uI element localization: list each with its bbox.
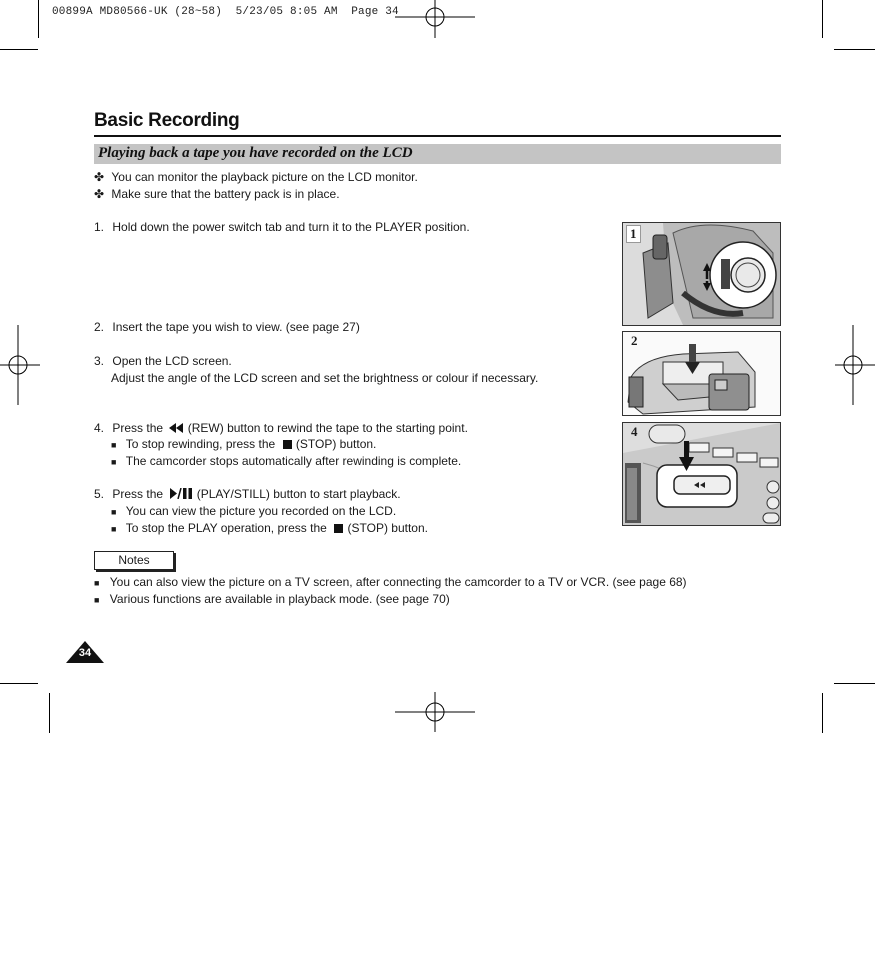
- rewind-button-illustration: [623, 423, 780, 525]
- step-2: [94, 320, 360, 334]
- figure-number: 1: [626, 225, 641, 243]
- crop-mark: [38, 0, 39, 38]
- sub-text: The camcorder stops automatically after rewinding is complete.: [125, 454, 462, 468]
- step-number: 5.: [94, 487, 105, 501]
- crop-mark: [834, 683, 875, 684]
- note-text: Various functions are available in playback mode. (see page 70): [109, 592, 450, 606]
- notes-label: Notes: [94, 551, 174, 570]
- page-title: Basic Recording: [94, 110, 240, 131]
- step-text-prefix: Press the: [112, 421, 164, 435]
- intro-item: [94, 187, 340, 201]
- stop-icon: [283, 440, 292, 449]
- square-bullet-icon: ■: [111, 507, 117, 517]
- section-subtitle: Playing back a tape you have recorded on the LCD: [98, 145, 413, 161]
- title-rule: [94, 135, 781, 137]
- play-pause-icon: [170, 488, 193, 499]
- square-bullet-icon: ■: [94, 578, 100, 588]
- sub-text: You can view the picture you recorded on the LCD.: [125, 504, 397, 518]
- sub-text-suffix: (STOP) button.: [295, 437, 377, 451]
- square-bullet-icon: ■: [111, 457, 117, 467]
- step-5-sub: [111, 521, 428, 536]
- print-slug: 00899A MD80566-UK (28~58) 5/23/05 8:05 AM Page 34: [52, 6, 399, 18]
- step-number: 2.: [94, 320, 105, 334]
- cross-bullet-icon: ✤: [94, 187, 105, 201]
- figure-number: 2: [631, 333, 638, 348]
- crop-mark: [0, 683, 38, 684]
- step-text: Insert the tape you wish to view. (see page 27): [112, 320, 360, 334]
- page-number: 34: [78, 647, 92, 659]
- registration-mark-icon: [395, 692, 475, 732]
- cross-bullet-icon: ✤: [94, 170, 105, 184]
- step-5: [94, 487, 401, 501]
- registration-mark-icon: [0, 325, 40, 405]
- step-4: [94, 421, 468, 435]
- step-text-suffix: (PLAY/STILL) button to start playback.: [196, 487, 401, 501]
- square-bullet-icon: ■: [94, 595, 100, 605]
- figure-1-power-switch: [622, 222, 781, 326]
- square-bullet-icon: ■: [111, 440, 117, 450]
- rewind-icon: [169, 423, 183, 433]
- figure-4-rewind-button: [622, 422, 781, 526]
- step-number: 4.: [94, 421, 105, 435]
- square-bullet-icon: ■: [111, 524, 117, 534]
- note-item: [94, 575, 687, 590]
- step-3: [94, 354, 232, 368]
- sub-text-suffix: (STOP) button.: [347, 521, 428, 535]
- sub-text-prefix: To stop the PLAY operation, press the: [125, 521, 327, 535]
- crop-mark: [0, 49, 38, 50]
- camcorder-switch-illustration: [623, 223, 780, 325]
- intro-text: Make sure that the battery pack is in place.: [111, 187, 340, 201]
- crop-mark: [834, 49, 875, 50]
- step-number: 3.: [94, 354, 105, 368]
- step-text: Hold down the power switch tab and turn it to the PLAYER position.: [112, 220, 470, 234]
- figure-2-insert-tape: [622, 331, 781, 416]
- crop-mark: [822, 693, 823, 733]
- stop-icon: [334, 524, 343, 533]
- note-item: [94, 592, 450, 607]
- crop-mark: [49, 693, 50, 733]
- step-4-sub: [111, 437, 376, 452]
- note-text: You can also view the picture on a TV screen, after connecting the camcorder to a TV or VCR. (see page 68): [109, 575, 687, 589]
- sub-text-prefix: To stop rewinding, press the: [125, 437, 276, 451]
- intro-item: [94, 170, 418, 184]
- step-4-sub: [111, 454, 461, 469]
- step-3-detail: Adjust the angle of the LCD screen and set the brightness or colour if necessary.: [111, 371, 539, 385]
- intro-text: You can monitor the playback picture on the LCD monitor.: [111, 170, 418, 184]
- tape-insert-illustration: [623, 332, 780, 415]
- registration-mark-icon: [395, 0, 475, 40]
- crop-mark: [822, 0, 823, 38]
- figure-number: 4: [631, 424, 638, 439]
- step-number: 1.: [94, 220, 105, 234]
- step-1: [94, 220, 470, 234]
- step-5-sub: [111, 504, 396, 519]
- step-text-prefix: Press the: [112, 487, 164, 501]
- step-text-suffix: (REW) button to rewind the tape to the starting point.: [187, 421, 468, 435]
- step-text: Open the LCD screen.: [112, 354, 232, 368]
- down-arrow-icon: [679, 441, 695, 471]
- registration-mark-icon: [835, 325, 875, 405]
